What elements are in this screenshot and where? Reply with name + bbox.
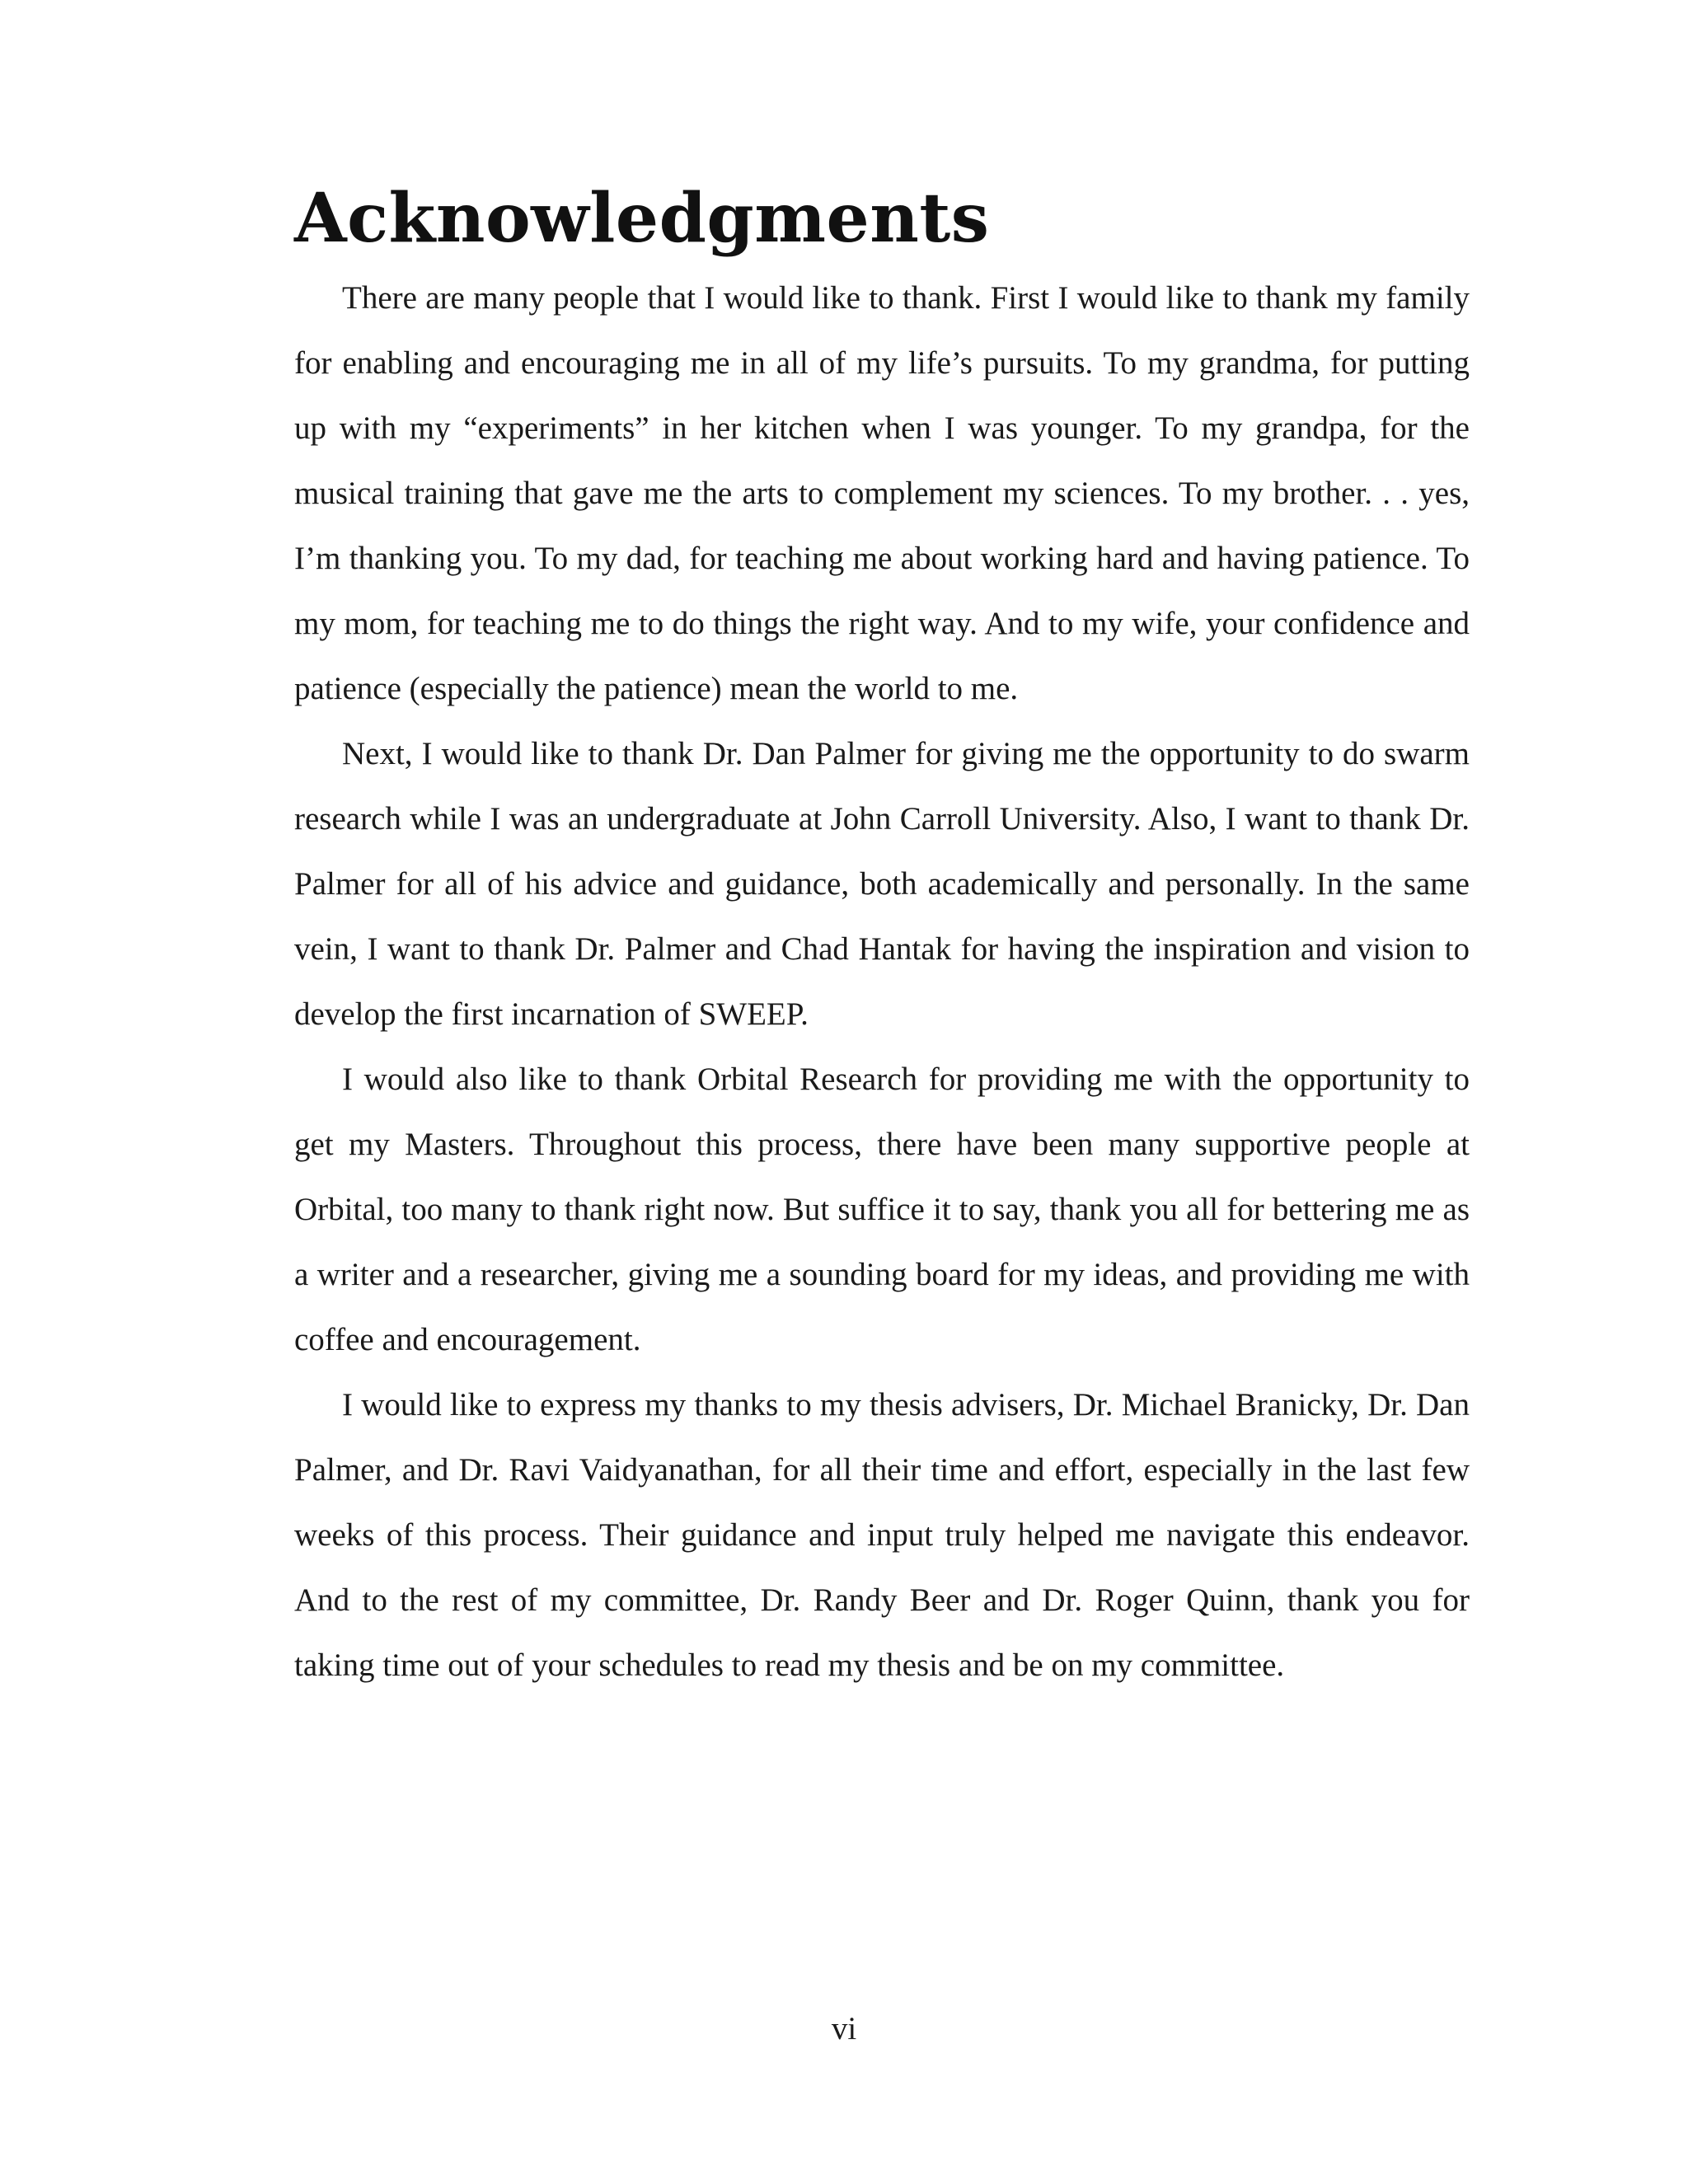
page-number: vi [831,2011,857,2046]
page-content [294,173,1470,1698]
page-title: Acknowledgments [294,179,990,258]
paragraph-orbital-research: I would also like to thank Orbital Research for providing me with the opportunity to get my Masters. Throughout this process, there have been many supportive people at Orbital, too many to thank right now. But suffice it to say, thank you all for bettering me as a writer and a researcher, giving me a sounding board for my ideas, and providing me with coffee and encouragement. [294,1062,1470,1357]
paragraph-palmer: Next, I would like to thank Dr. Dan Palmer for giving me the opportunity to do swarm research while I was an undergraduate at John Carroll University. Also, I want to thank Dr. Palmer for all of his advice and guidance, both academically and personally. In the same vein, I want to thank Dr. Palmer and Chad Hantak for having the inspiration and vision to develop the first incarnation of SWEEP. [294,736,1470,1032]
paragraph-family: There are many people that I would like to thank. First I would like to thank my family for enabling and encouraging me in all of my life’s pursuits. To my grandma, for putting up with my “experiments” in her kitchen when I was younger. To my grandpa, for the musical training that gave me the arts to complement my sciences. To my brother. . . yes, I’m thanking you. To my dad, for teaching me about working hard and having patience. To my mom, for teaching me to do things the right way. And to my wife, your confidence and patience (especially the patience) mean the world to me. [294,280,1470,706]
paragraph-thesis-advisers: I would like to express my thanks to my thesis advisers, Dr. Michael Branicky, Dr. Dan Palmer, and Dr. Ravi Vaidyanathan, for all their time and effort, especially in the last few weeks of this process. Their guidance and input truly helped me navigate this endeavor. And to the rest of my committee, Dr. Randy Beer and Dr. Roger Quinn, thank you for taking time out of your schedules to read my thesis and be on my committee. [294,1387,1470,1683]
